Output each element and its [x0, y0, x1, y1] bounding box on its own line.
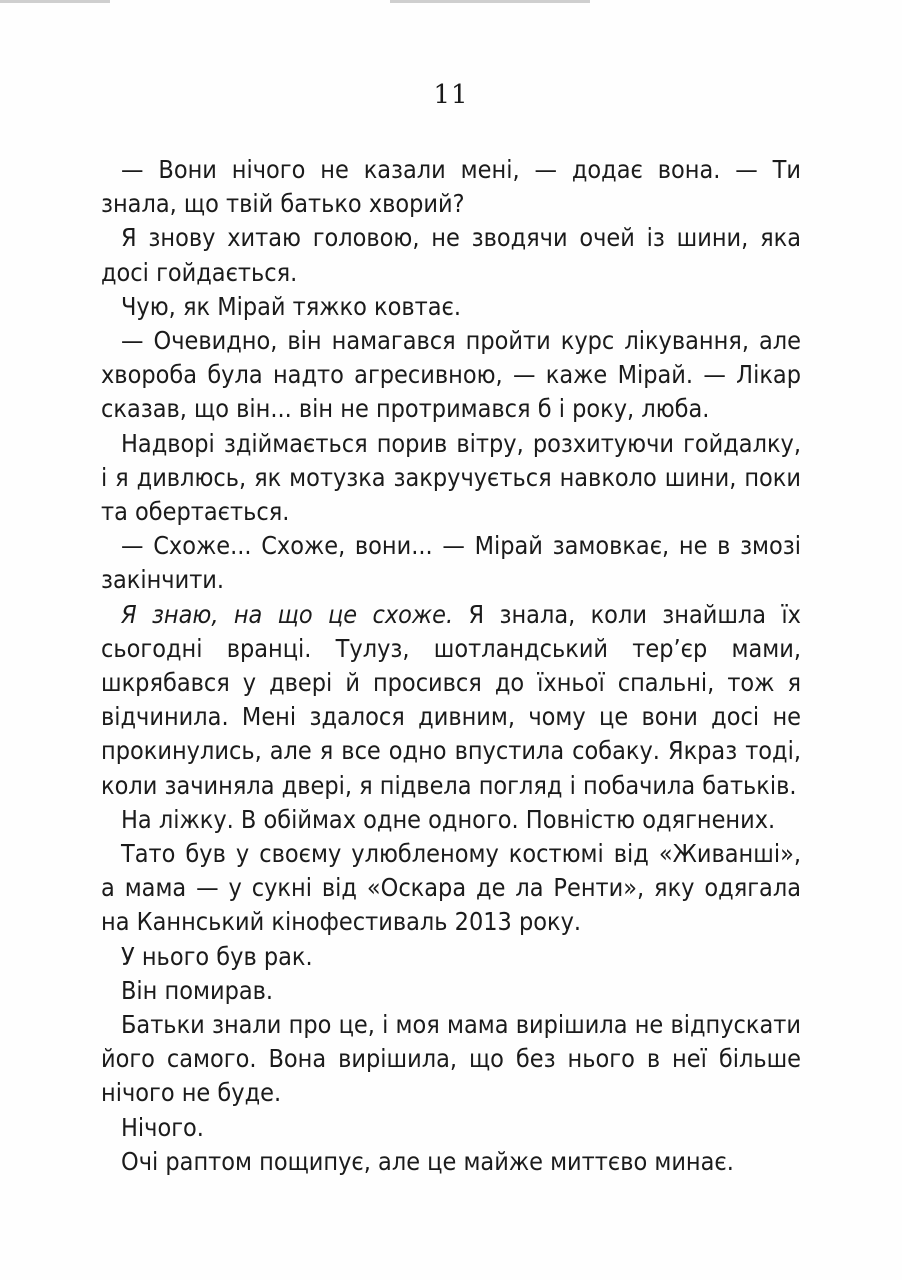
paragraph: У нього був рак. — [121, 941, 313, 971]
paragraph: — Вони нічого не казали мені, — додає вона. — Ти знала, що твій батько хворий? — [101, 155, 801, 219]
body-text — [101, 153, 801, 1179]
paragraph: — Очевидно, він намагався пройти курс лікування, але хвороба була надто агресивною, — каже Мірай. — Лікар сказав, що він... він не протримався б і року, люба. — [101, 326, 801, 424]
paragraph: Тато був у своєму улюбленому костюмі від «Живанші», а мама — у сукні від «Оскара де ла Ренти», яку одягала на Каннський кінофестиваль 2013 року. — [101, 839, 801, 937]
paragraph: Чую, як Мірай тяжко ковтає. — [121, 291, 462, 321]
paragraph: Очі раптом пощипує, але це майже миттєво минає. — [121, 1146, 734, 1176]
paragraph: Він помирав. — [121, 975, 274, 1005]
paragraph: Нічого. — [121, 1112, 204, 1142]
paragraph-rest: Я знала, коли знайшла їх сьогодні вранці. Тулуз, шотландський тер’єр мами, шкрябався у двері й просився до їхньої спальні, тож я відчинила. Мені здалося дивним, чому це вони досі не прокинулись, але я все одно впустила собаку. Якраз тоді, коли зачиняла двері, я підвела погляд і побачила батьків. — [101, 599, 801, 800]
paragraph: Я знову хитаю головою, не зводячи очей із шини, яка досі гойдається. — [101, 223, 801, 287]
paragraph: Батьки знали про це, і моя мама вирішила не відпускати його самого. Вона вирішила, що без нього в неї більше нічого не буде. — [101, 1010, 801, 1108]
scan-edge-segment — [0, 0, 110, 3]
italic-thought: Я знаю, на що це схоже. — [121, 599, 454, 629]
scan-edge-segment — [390, 0, 590, 3]
paragraph: — Схоже... Схоже, вони... — Мірай замовкає, не в змозі закінчити. — [101, 531, 801, 595]
paragraph — [101, 598, 801, 803]
scan-edge — [0, 0, 902, 4]
paragraph: На ліжку. В обіймах одне одного. Повністю одягнених. — [121, 804, 776, 834]
page-number: 11 — [433, 80, 469, 110]
paragraph: Надворі здіймається порив вітру, розхитуючи гойдалку, і я дивлюсь, як мотузка закручується навколо шини, поки та обертається. — [101, 428, 801, 527]
